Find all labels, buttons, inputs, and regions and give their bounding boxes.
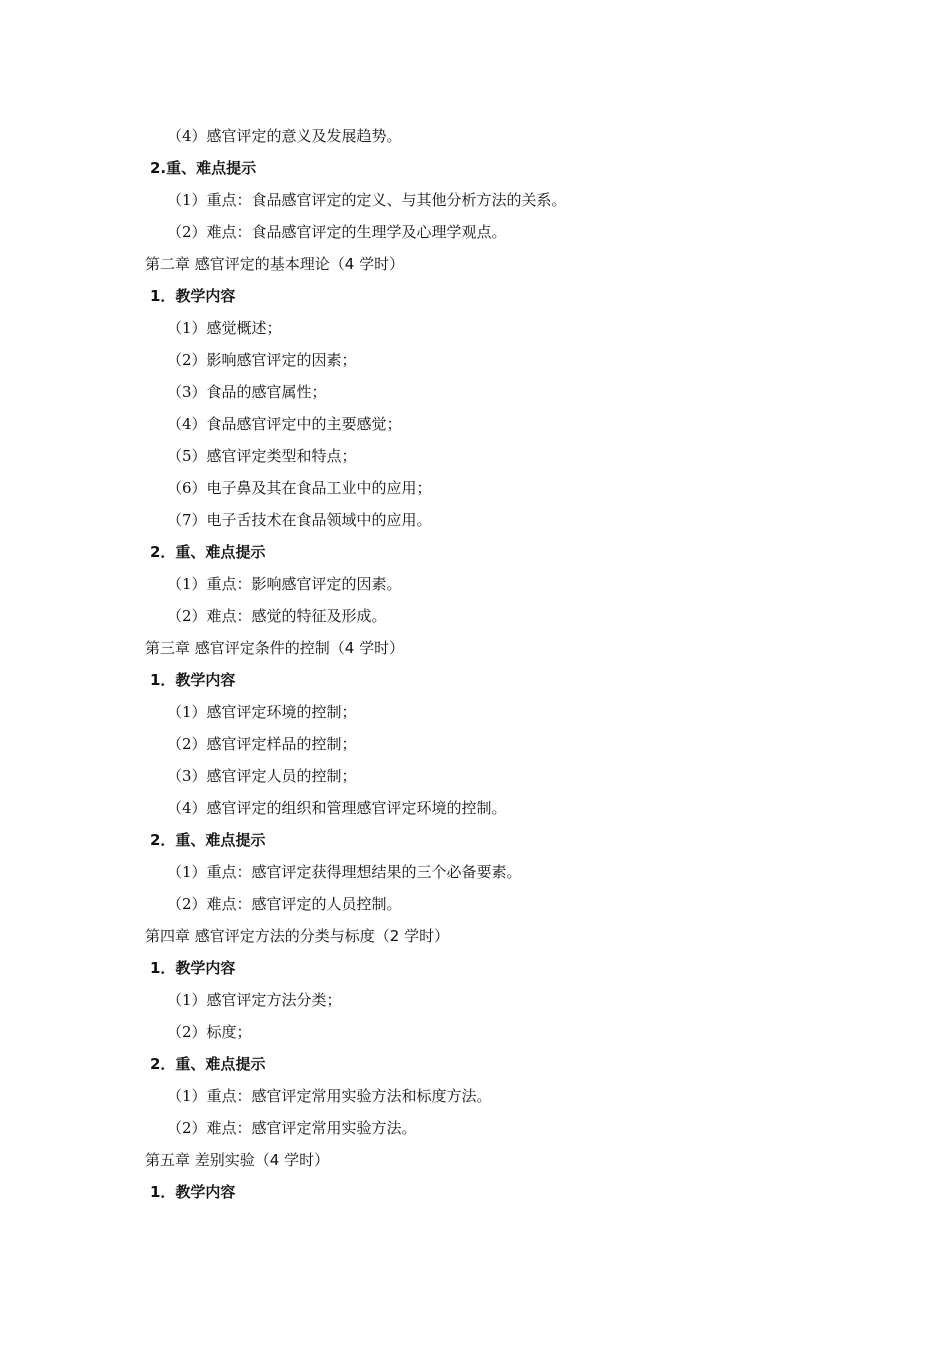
list-item: （5）感官评定类型和特点； [167,447,357,465]
chapter-title: 第五章 差别实验（4 学时） [145,1151,330,1169]
list-item: （1）感觉概述； [167,319,282,337]
list-item: （2）感官评定样品的控制； [167,735,357,753]
section-heading: 1．教学内容 [150,287,236,305]
list-item: （1）感官评定环境的控制； [167,703,357,721]
list-item: （2）难点：食品感官评定的生理学及心理学观点。 [167,223,507,241]
list-item: （4）感官评定的组织和管理感官评定环境的控制。 [167,799,507,817]
document-page [0,120,952,1208]
list-item: （6）电子鼻及其在食品工业中的应用； [167,479,432,497]
list-item: （2）影响感官评定的因素； [167,351,357,369]
chapter-title: 第四章 感官评定方法的分类与标度（2 学时） [145,927,450,945]
list-item: （1）重点：感官评定常用实验方法和标度方法。 [167,1087,492,1105]
list-item: （2）难点：感官评定常用实验方法。 [167,1119,417,1137]
section-heading: 2．重、难点提示 [150,543,266,561]
list-item: （1）感官评定方法分类； [167,991,342,1009]
section-heading: 2．重、难点提示 [150,831,266,849]
list-item: （3）食品的感官属性； [167,383,327,401]
list-item: （1）重点：影响感官评定的因素。 [167,575,402,593]
list-item: （4）感官评定的意义及发展趋势。 [167,127,402,145]
chapter-title: 第二章 感官评定的基本理论（4 学时） [145,255,405,273]
list-item: （1）重点：食品感官评定的定义、与其他分析方法的关系。 [167,191,567,209]
list-item: （2）标度； [167,1023,252,1041]
list-item: （1）重点：感官评定获得理想结果的三个必备要素。 [167,863,522,881]
section-heading: 1．教学内容 [150,1183,236,1201]
section-heading: 2．重、难点提示 [150,1055,266,1073]
section-heading: 1．教学内容 [150,671,236,689]
list-item: （4）食品感官评定中的主要感觉； [167,415,402,433]
list-item: （3）感官评定人员的控制； [167,767,357,785]
section-heading: 1．教学内容 [150,959,236,977]
section-heading: 2.重、难点提示 [150,159,257,177]
list-item: （2）难点：感觉的特征及形成。 [167,607,387,625]
list-item: （7）电子舌技术在食品领域中的应用。 [167,511,432,529]
chapter-title: 第三章 感官评定条件的控制（4 学时） [145,639,405,657]
list-item: （2）难点：感官评定的人员控制。 [167,895,402,913]
